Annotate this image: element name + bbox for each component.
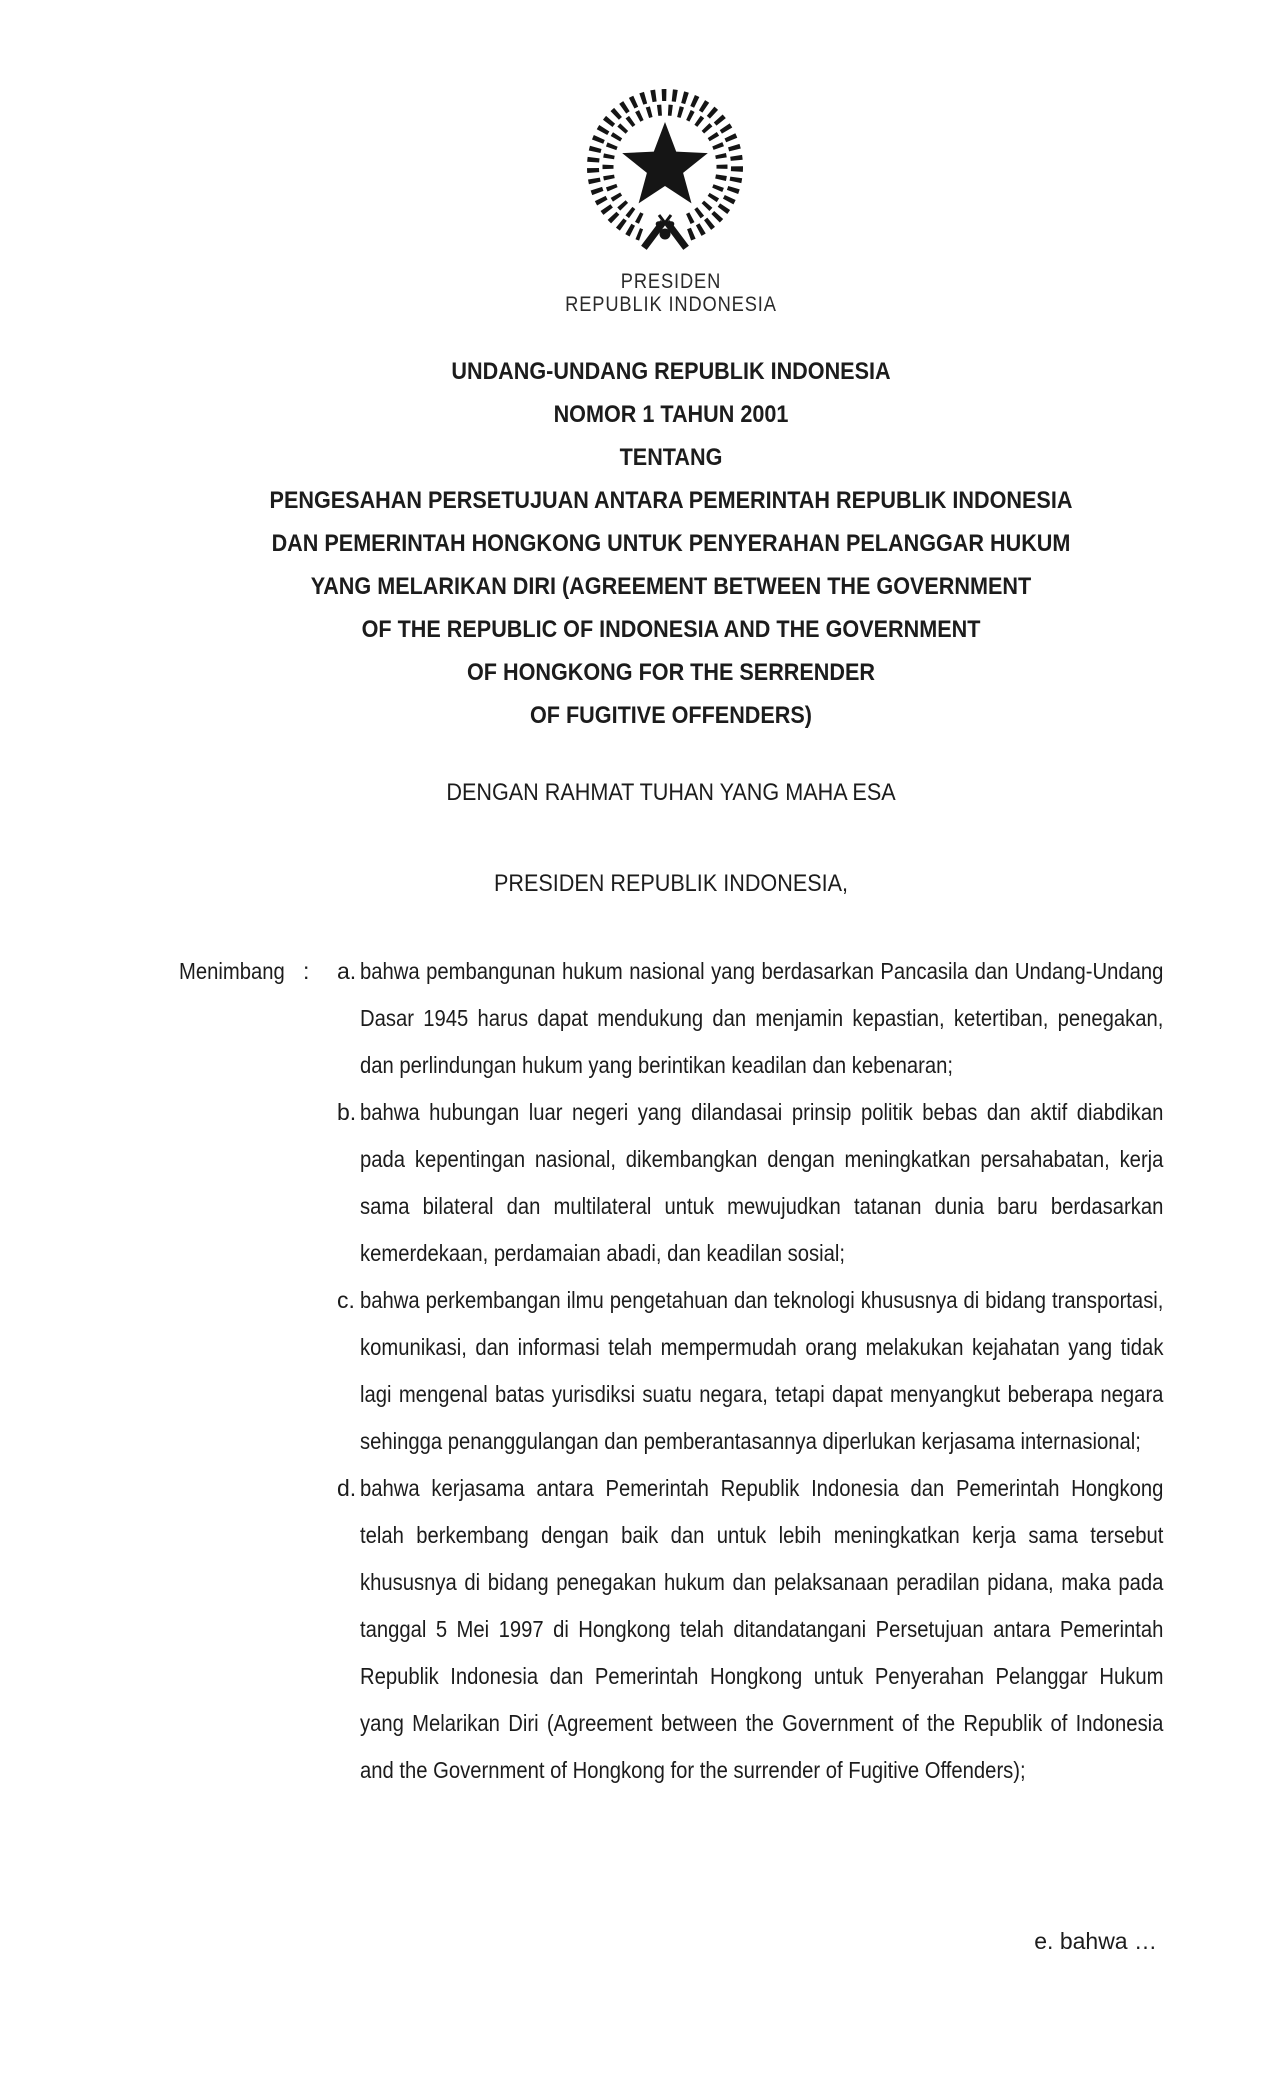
title-line: YANG MELARIKAN DIRI (AGREEMENT BETWEEN THE GOVERNMENT [310,573,1032,600]
item-letter: c. [337,1287,355,1313]
title-line: TENTANG [619,444,723,471]
consideration-item-c [337,1277,1163,1465]
item-text: bahwa pembangunan hukum nasional yang berdasarkan Pancasila dan Undang-Undang Dasar 1945 harus dapat mendukung dan menjamin kepastian, ketertiban, penegakan, dan perlindungan hukum yang berintikan keadilan dan kebenaran; [360,958,1164,1078]
presidential-star-wreath-emblem [580,85,750,257]
invocation-line: DENGAN RAHMAT TUHAN YANG MAHA ESA [446,779,896,806]
letterhead-republik-indonesia: REPUBLIK INDONESIA [565,293,777,316]
letterhead-presiden: PRESIDEN [620,270,722,293]
title-line: OF FUGITIVE OFFENDERS) [529,702,813,729]
consideration-item-d [337,1465,1163,1794]
title-line: PENGESAHAN PERSETUJUAN ANTARA PEMERINTAH REPUBLIK INDONESIA [269,487,1073,514]
item-letter: b. [337,1099,357,1125]
item-text: bahwa hubungan luar negeri yang dilandasai prinsip politik bebas dan aktif diabdikan pada kepentingan nasional, dikembangkan dengan meningkatkan persahabatan, kerja sama bilateral dan multilateral untuk mewujudkan tatanan dunia baru berdasarkan kemerdekaan, perdamaian abadi, dan keadilan sosial; [360,1099,1164,1266]
title-line: UNDANG-UNDANG REPUBLIK INDONESIA [451,358,891,385]
item-letter: a. [337,958,357,984]
item-text: bahwa perkembangan ilmu pengetahuan dan teknologi khususnya di bidang transportasi, komunikasi, dan informasi telah mempermudah orang melakukan kejahatan yang tidak lagi mengenal batas yurisdiksi suatu negara, tetapi dapat menyangkut beberapa negara sehingga penanggulangan dan pemberantasannya diperlukan kerjasama internasional; [360,1287,1164,1454]
law-title-block [96,350,1246,737]
consideration-items [337,948,1163,1794]
title-line: OF HONGKONG FOR THE SERRENDER [466,659,876,686]
salutation-line: PRESIDEN REPUBLIK INDONESIA, [493,870,849,897]
considering-section [179,948,1163,1794]
page-continuation-catchword: e. bahwa … [1034,1928,1157,1954]
title-line: OF THE REPUBLIC OF INDONESIA AND THE GOVERNMENT [361,616,981,643]
letterhead [96,270,1246,316]
consideration-item-a [337,948,1163,1089]
menimbang-colon: : [303,958,310,984]
item-text: bahwa kerjasama antara Pemerintah Republik Indonesia dan Pemerintah Hongkong telah berkembang dengan baik dan untuk lebih meningkatkan kerja sama tersebut khususnya di bidang penegakan hukum dan pelaksanaan peradilan pidana, maka pada tanggal 5 Mei 1997 di Hongkong telah ditandatangani Persetujuan antara Pemerintah Republik Indonesia dan Pemerintah Hongkong untuk Penyerahan Pelanggar Hukum yang Melarikan Diri (Agreement between the Government of the Republik of Indonesia and the Government of Hongkong for the surrender of Fugitive Offenders); [360,1475,1164,1783]
title-line: DAN PEMERINTAH HONGKONG UNTUK PENYERAHAN PELANGGAR HUKUM [271,530,1071,557]
menimbang-label: Menimbang [179,958,285,984]
salutation-row [96,871,1246,897]
item-letter: d. [337,1475,357,1501]
title-line: NOMOR 1 TAHUN 2001 [553,401,789,428]
invocation-row [96,780,1246,806]
consideration-item-b [337,1089,1163,1277]
